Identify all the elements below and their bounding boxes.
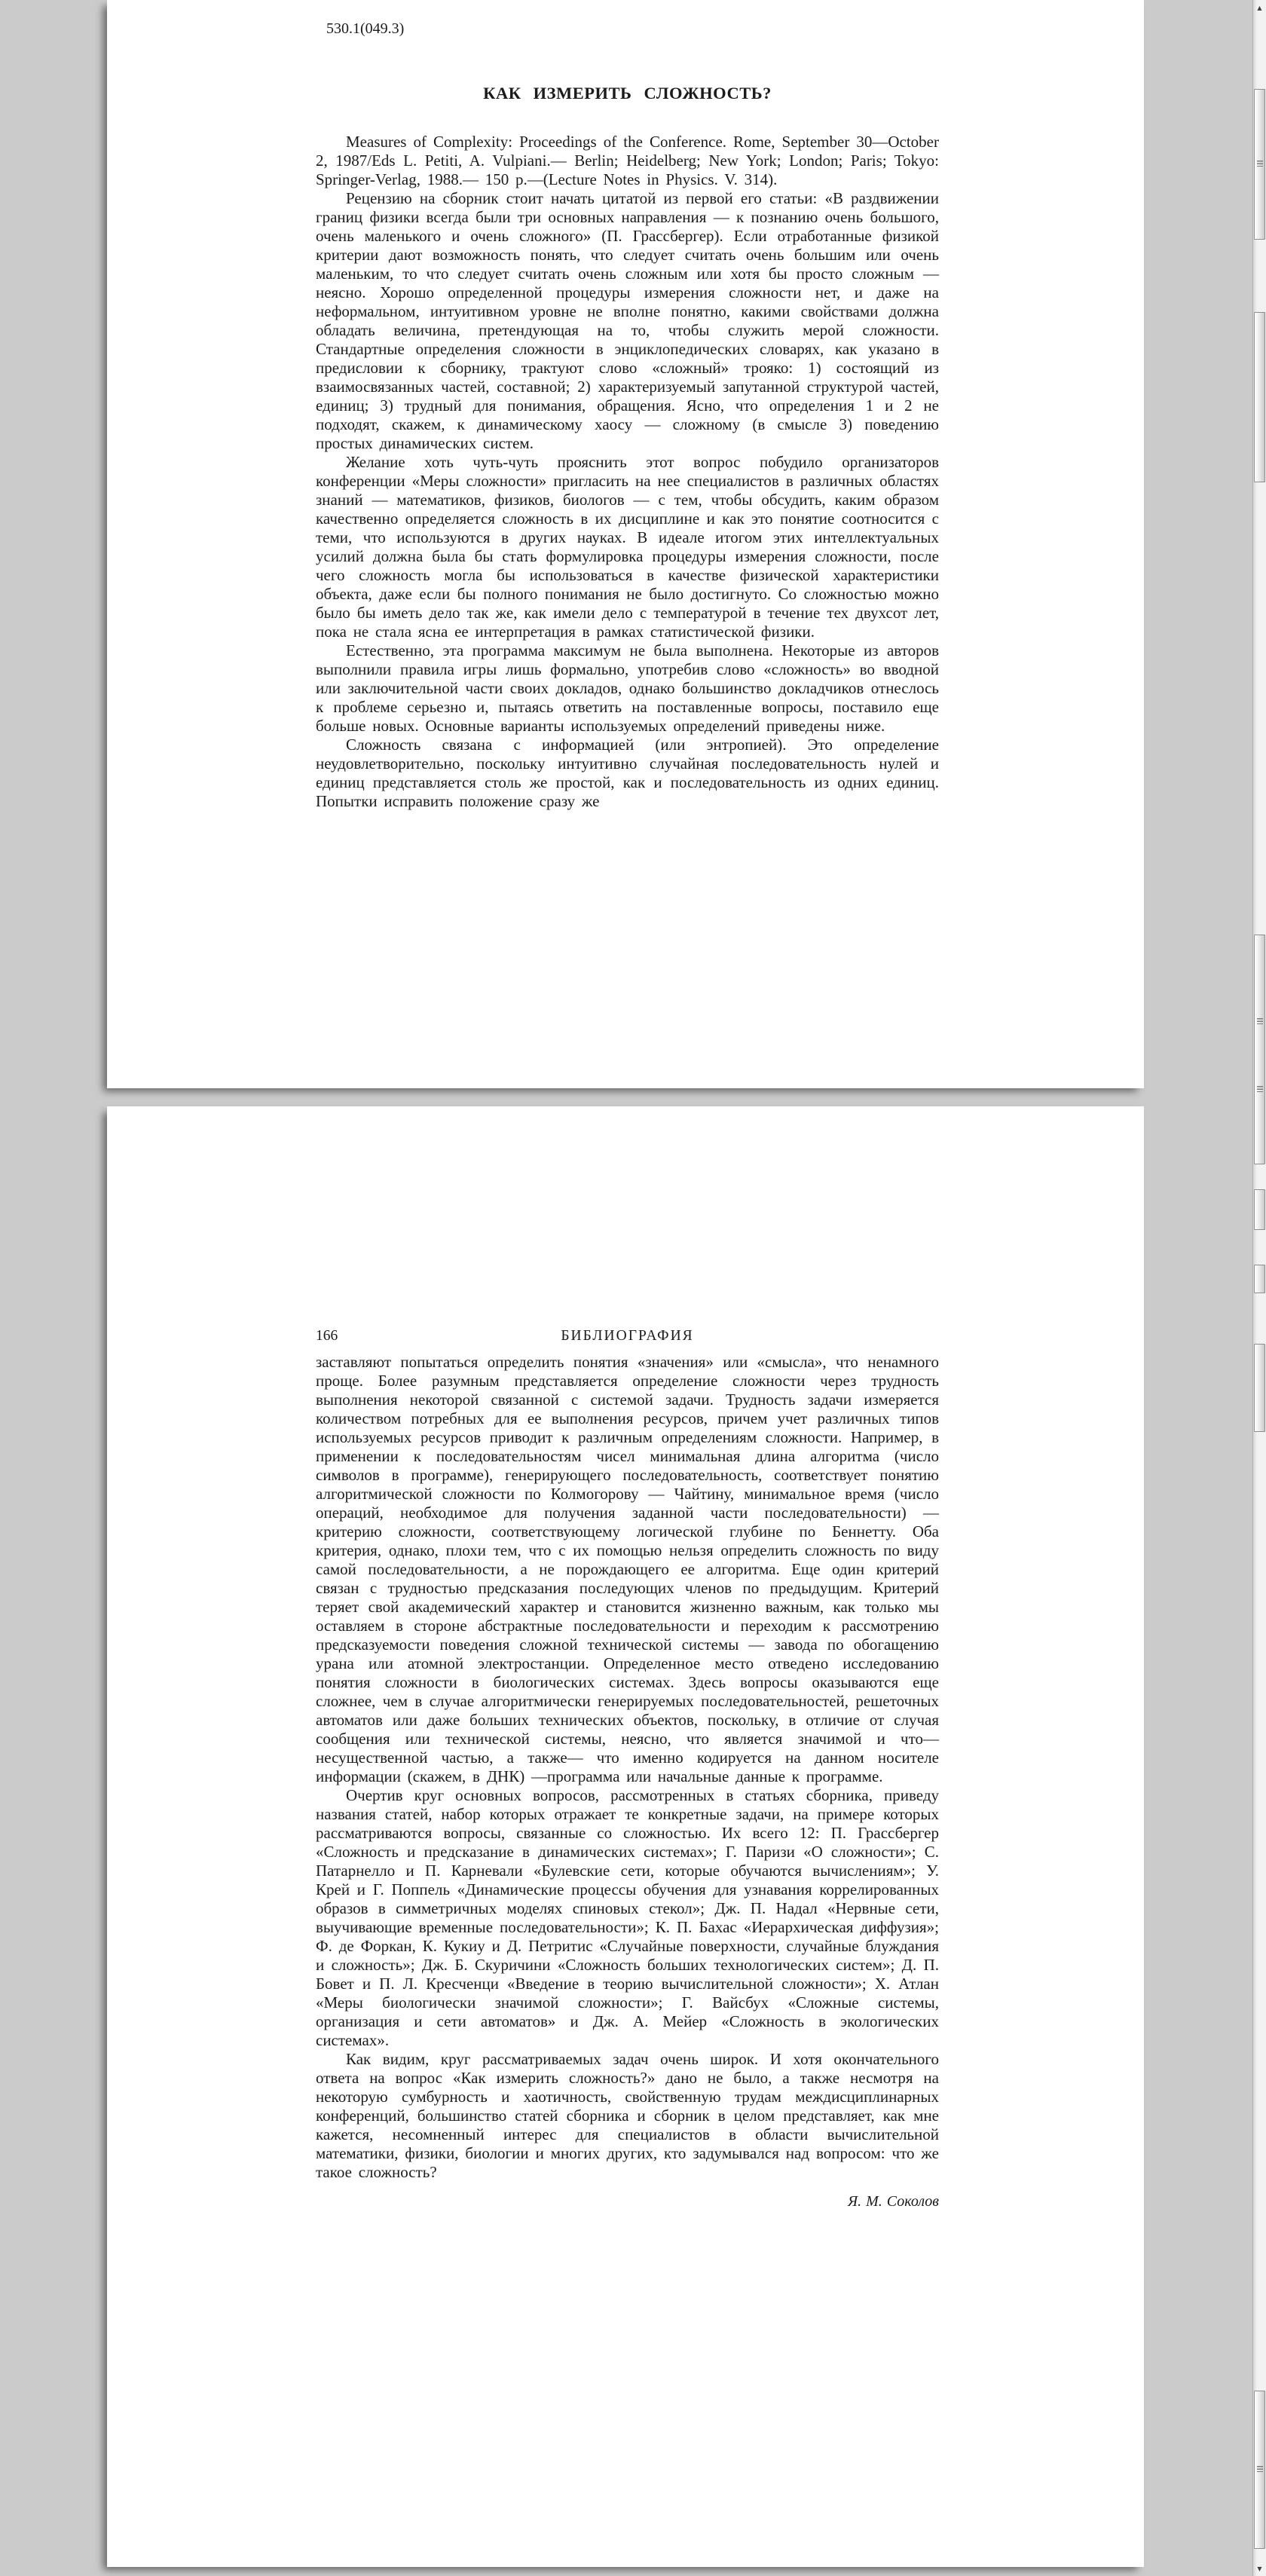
page-2-content xyxy=(107,1106,1144,2211)
scroll-down-icon: ▼ xyxy=(1257,2565,1262,2572)
scrollbar-grip-icon xyxy=(1257,1086,1263,1092)
body-paragraph: Желание хоть чуть-чуть прояснить этот вопрос побудило организаторов конференции «Меры сложности» пригласить на нее специалистов в различных областях знаний — математиков, физиков, биологов — с тем, чтобы обсудить, каким образом качественно определяется сложность в их дисциплине и как это понятие соотносится с теми, что используются в других науках. В идеале итогом этих интеллектуальных усилий должна была бы стать формулировка процедуры измерения сложности, после чего сложность могла бы использоваться в качестве физической характеристики объекта, даже если бы полного понимания не было достигнуто. Со сложностью можно было бы иметь дело так же, как имели дело с температурой в течение тех двухсот лет, пока не стала ясна ее интерпретация в рамках статистической физики. xyxy=(316,453,939,641)
body-paragraph: заставляют попытаться определить понятия «значения» или «смысла», что ненамного проще. Более разумным представляется определение сложности через трудность выполнения некоторой связанной с системой задачи. Трудность задачи измеряется количеством потребных для ее выполнения ресурсов, причем учет различных типов используемых ресурсов приводит к различным определениям сложности. Например, в применении к последовательностям чисел минимальная длина алгоритма (число символов в программе), генерирующего последовательность, соответствует понятию алгоритмической сложности по Колмогорову — Чайтину, минимальное время (число операций, необходимое для получения заданной части последовательности) — критерию сложности, соответствующему логической глубине по Беннетту. Оба критерия, однако, плохи тем, что с их помощью нельзя определить сложность по виду самой последовательности, а не порождающего ее алгоритма. Еще один критерий связан с трудностью предсказания последующих членов по предыдущим. Критерий теряет свой академический характер и становится жизненно важным, как только мы оставляем в стороне абстрактные последовательности и переходим к рассмотрению предсказуемости поведения сложной технической системы — завода по обогащению урана или атомной электростанции. Определенное место отведено исследованию понятия сложности в биологических системах. Здесь вопросы оказываются еще сложнее, чем в случае алгоритмически генерируемых последовательностей, решеточных автоматов или даже больших технических объектов, поскольку, в отличие от случая сообщения или технической системы, неясно, что является значимой и что—несущественной частью, а также— что именно кодируется на данном носителе информации (скажем, в ДНК) —программа или начальные данные к программе. xyxy=(316,1353,939,1785)
scrollbar-track[interactable] xyxy=(1252,0,1266,2576)
body-paragraph: Естественно, эта программа максимум не была выполнена. Некоторые из авторов выполнили правила игры лишь формально, употребив слово «сложность» во вводной или заключительной части своих докладов, однако большинство докладчиков отнеслось к проблеме серьезно и, пытаясь ответить на поставленные вопросы, поставило еще больше новых. Основные варианты используемых определений приведены ниже. xyxy=(316,641,939,735)
conclusion-paragraph: Как видим, круг рассматриваемых задач очень широк. И хотя окончательного ответа на вопрос «Как измерить сложность?» дано не было, а также несмотря на некоторую сумбурность и хаотичность, свойственную трудам междисциплинарных конференций, большинство статей сборника и сборник в целом представляет, как мне кажется, несомненный интерес для специалистов в области вычислительной математики, физики, биологии и многих других, кто задумывался над вопросом: что же такое сложность? xyxy=(316,2050,939,2181)
page-2 xyxy=(107,1106,1144,2567)
scrollbar-thumb-fragment[interactable] xyxy=(1254,1344,1265,1432)
reviewer-signature: Я. М. Соколов xyxy=(847,2193,939,2210)
running-head-title: БИБЛИОГРАФИЯ xyxy=(561,1328,694,1344)
page-1-content xyxy=(107,0,1144,811)
body-paragraph: Сложность связана с информацией (или энтропией). Это определение неудовлетворительно, поскольку интуитивно случайная последовательность нулей и единиц представляется столь же простой, как и последовательность из одних единиц. Попытки исправить положение сразу же xyxy=(316,736,939,810)
scrollbar-thumb-fragment[interactable] xyxy=(1254,1189,1265,1230)
scrollbar-thumb-fragment[interactable] xyxy=(1254,1265,1265,1293)
scroll-down-button[interactable] xyxy=(1253,2562,1266,2574)
bibliographic-reference: Measures of Complexity: Proceedings of the Conference. Rome, September 30—October 2, 1987/Eds L. Petiti, A. Vulpiani.— Berlin; Heidelberg; New York; London; Paris; Tokyo: Springer-Verlag, 1988.— 150 p.—(Lecture Notes in Physics. V. 314). xyxy=(316,133,939,188)
article-title: КАК ИЗМЕРИТЬ СЛОЖНОСТЬ? xyxy=(483,84,772,102)
scrollbar-thumb[interactable] xyxy=(1254,89,1265,240)
scrollbar-thumb[interactable] xyxy=(1254,2391,1265,2549)
page-1 xyxy=(107,0,1144,1088)
running-header xyxy=(316,1326,939,1345)
scrollbar-grip-icon xyxy=(1257,161,1263,167)
scrollbar-thumb-fragment[interactable] xyxy=(1254,935,1265,1164)
udc-number: 530.1(049.3) xyxy=(326,20,405,37)
scrollbar-grip-icon xyxy=(1257,2466,1263,2472)
article-list-paragraph: Очертив круг основных вопросов, рассмотренных в статьях сборника, приведу названия статей, набор которых отражает те конкретные задачи, на примере которых рассматриваются вопросы, связанные со сложностью. Их всего 12: П. Грассбергер «Сложность и предсказание в динамических системах»; Г. Паризи «О сложности»; С. Патарнелло и П. Карневали «Булевские сети, которые обучаются вычислениям»; У. Крей и Г. Поппель «Динамические процессы обучения для узнавания коррелированных образов в симметричных моделях спиновых стекол»; Дж. П. Надал «Нервные сети, выучивающие временные последовательности»; К. П. Бахас «Иерархическая диффузия»; Ф. де Форкан, К. Кукиу и Д. Петритис «Случайные поверхности, случайные блуждания и сложность»; Дж. Б. Скуричини «Сложность больших технологических систем»; Д. П. Бовет и П. Л. Кресченци «Введение в теорию вычислительной сложности»; Х. Атлан «Меры биологически значимой сложности»; Г. Вайсбух «Сложные системы, организация и сети автоматов» и Дж. А. Мейер «Сложность в экологических системах». xyxy=(316,1786,939,2049)
scrollbar-grip-icon xyxy=(1257,1018,1263,1024)
scrollbar-thumb-fragment[interactable] xyxy=(1254,312,1265,482)
page-number: 166 xyxy=(316,1328,338,1344)
scroll-up-icon: ▲ xyxy=(1257,4,1262,11)
scroll-up-button[interactable] xyxy=(1253,2,1266,14)
body-paragraph: Рецензию на сборник стоит начать цитатой из первой его статьи: «В раздвижении границ физики всегда были три основных направления — к познанию очень большого, очень маленького и очень сложного» (П. Грассбергер). Если отработанные физикой критерии дают возможность понять, что следует считать очень большим или очень маленьким, то что следует считать очень сложным или хотя бы просто сложным — неясно. Хорошо определенной процедуры измерения сложности нет, и даже на неформальном, интуитивном уровне не вполне понятно, какими свойствами должна обладать величина, претендующая на то, чтобы служить мерой сложности. Стандартные определения сложности в энциклопедических словарях, как указано в предисловии к сборнику, трактуют слово «сложный» трояко: 1) состоящий из взаимосвязанных частей, составной; 2) характеризуемый запутанной структурой частей, единиц; 3) трудный для понимания, обращения. Ясно, что определения 1 и 2 не подходят, скажем, к динамическому хаосу — сложному (в смысле 3) поведению простых динамических систем. xyxy=(316,189,939,452)
